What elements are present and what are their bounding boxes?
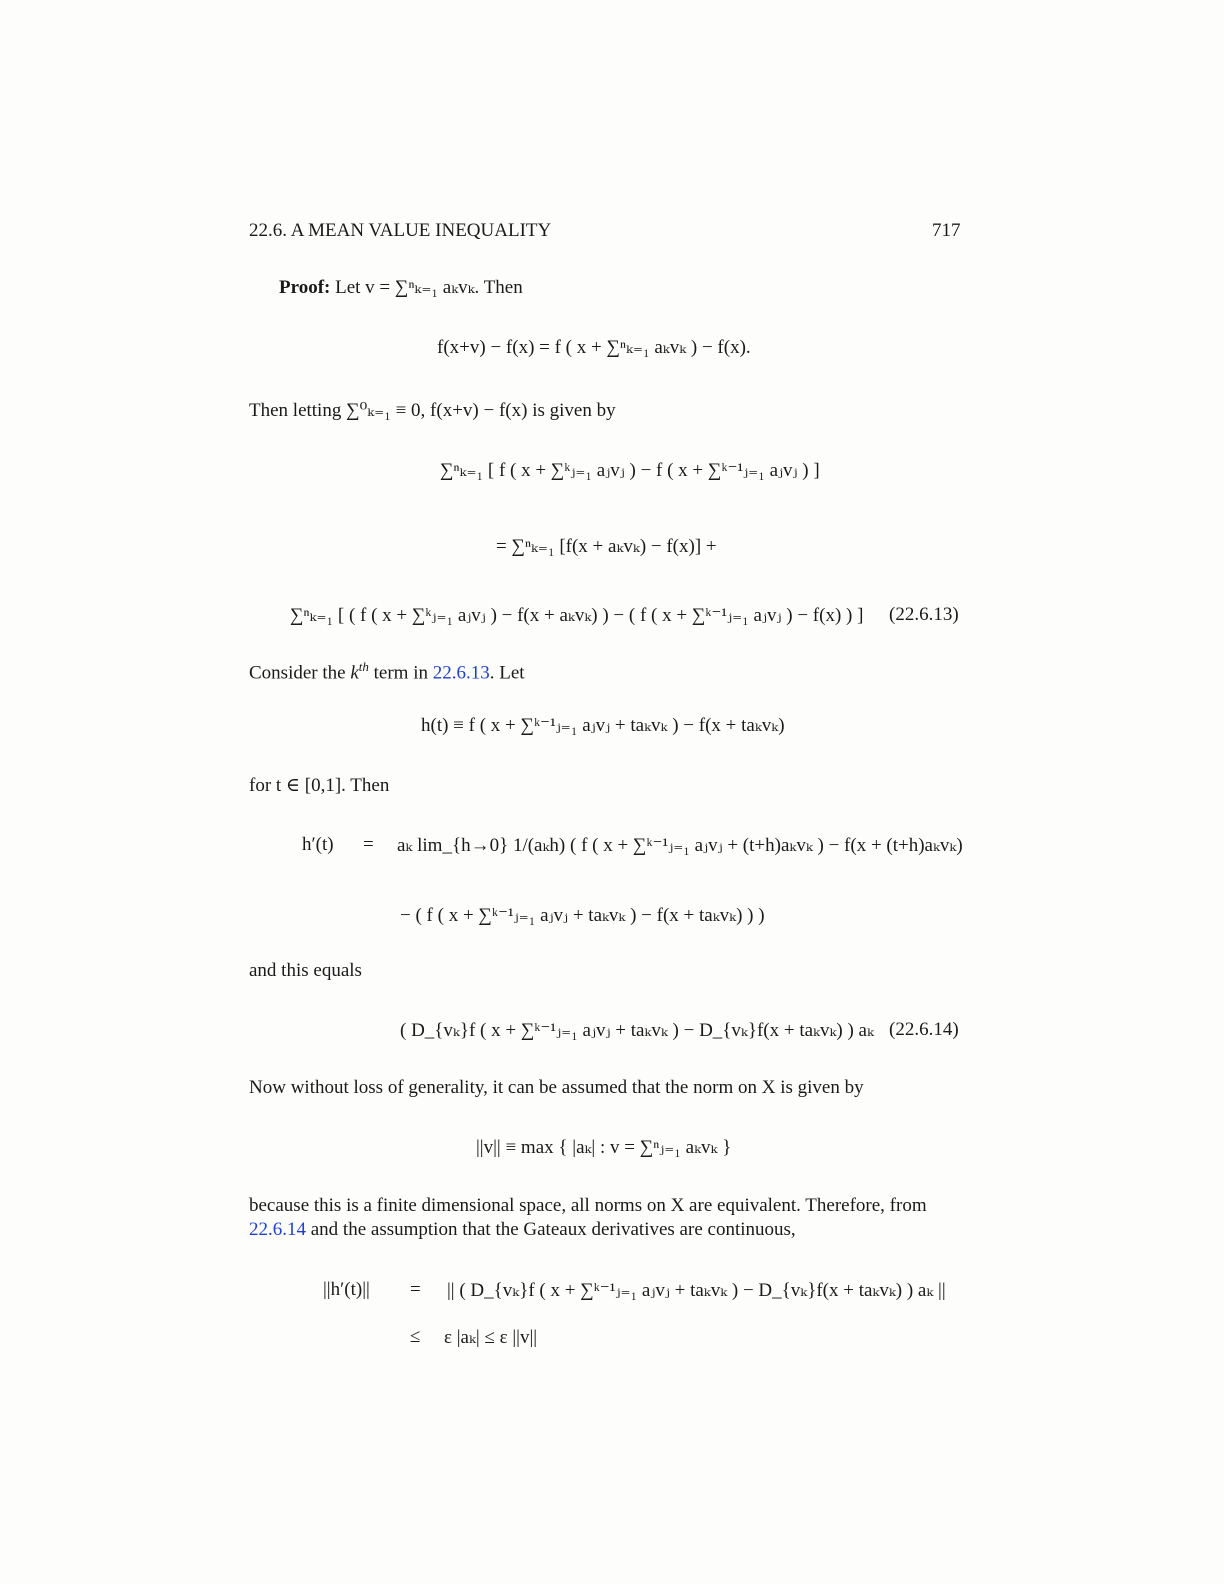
k-variable: k [350,662,359,684]
equation-b3: ∑ⁿₖ₌₁ [ ( f ( x + ∑ᵏⱼ₌₁ aⱼvⱼ ) − f(x + aₖvₖ) ) − ( f ( x + ∑ᵏ⁻¹ⱼ₌₁ aⱼvⱼ ) − f(x) ) ] [290,605,864,626]
for-t-text: for t ∈ [0,1]. Then [249,775,390,796]
proof-line [279,276,523,299]
let-text: . Let [489,662,525,684]
because-text: because this is a finite dimensional space, all norms on X are equivalent. Therefore, from [249,1195,927,1216]
equation-g-relation-2: ≤ [410,1326,421,1347]
now-wlog-text: Now without loss of generality, it can be assumed that the norm on X is given by [249,1077,864,1098]
equation-g-lhs: ||h′(t)|| [323,1279,370,1300]
equation-d-lhs: h′(t) [302,834,334,855]
and-this-equals-text: and this equals [249,960,362,981]
assumption-text: and the assumption that the Gateaux derivatives are continuous, [310,1219,796,1240]
ref-link-22-6-13[interactable]: 22.6.13 [432,662,490,684]
consider-text: Consider the [249,662,346,684]
th-superscript: th [358,659,369,674]
equation-e: ( D_{vₖ}f ( x + ∑ᵏ⁻¹ⱼ₌₁ aⱼvⱼ + taₖvₖ ) − D_{vₖ}f(x + taₖvₖ) ) aₖ [400,1020,874,1041]
because-line-2 [249,1219,796,1241]
proof-label: Proof: [279,277,331,298]
term-in-text: term in [373,662,428,684]
equation-d-line1: aₖ lim_{h→0} 1/(aₖh) ( f ( x + ∑ᵏ⁻¹ⱼ₌₁ aⱼvⱼ + (t+h)aₖvₖ ) − f(x + (t+h)aₖvₖ) [397,835,963,856]
consider-line [249,659,525,684]
equation-number-22-6-14: (22.6.14) [889,1019,959,1040]
equation-number-22-6-13: (22.6.13) [889,604,959,625]
equation-g-relation-1: = [410,1279,421,1300]
ref-link-22-6-14[interactable]: 22.6.14 [249,1219,306,1240]
then-letting-text: Then letting ∑⁰ₖ₌₁ ≡ 0, f(x+v) − f(x) is given by [249,400,616,421]
equation-d-relation: = [363,834,374,855]
running-header-section: 22.6. A MEAN VALUE INEQUALITY [249,220,552,241]
page-number: 717 [932,220,961,241]
equation-b1: ∑ⁿₖ₌₁ [ f ( x + ∑ᵏⱼ₌₁ aⱼvⱼ ) − f ( x + ∑ᵏ⁻¹ⱼ₌₁ aⱼvⱼ ) ] [440,460,820,481]
equation-d-line2: − ( f ( x + ∑ᵏ⁻¹ⱼ₌₁ aⱼvⱼ + taₖvₖ ) − f(x + taₖvₖ) ) ) [400,905,765,926]
equation-c: h(t) ≡ f ( x + ∑ᵏ⁻¹ⱼ₌₁ aⱼvⱼ + taₖvₖ ) − f(x + taₖvₖ) [421,715,785,736]
proof-intro: Let v = ∑ⁿₖ₌₁ aₖvₖ. Then [335,277,523,298]
equation-b2: = ∑ⁿₖ₌₁ [f(x + aₖvₖ) − f(x)] + [496,536,717,557]
equation-g-line1: || ( D_{vₖ}f ( x + ∑ᵏ⁻¹ⱼ₌₁ aⱼvⱼ + taₖvₖ ) − D_{vₖ}f(x + taₖvₖ) ) aₖ || [447,1280,946,1301]
equation-a: f(x+v) − f(x) = f ( x + ∑ⁿₖ₌₁ aₖvₖ ) − f(x). [437,337,751,358]
equation-g-line2: ε |aₖ| ≤ ε ||v|| [444,1327,538,1348]
equation-f: ||v|| ≡ max { |aₖ| : v = ∑ⁿⱼ₌₁ aₖvₖ } [476,1137,732,1158]
